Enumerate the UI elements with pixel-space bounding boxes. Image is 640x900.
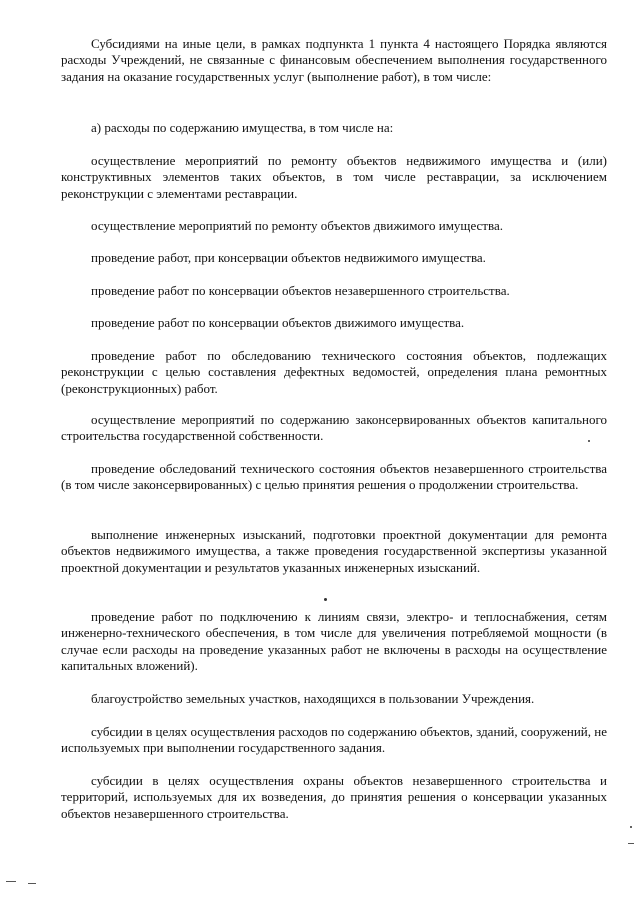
- paragraph-inspection-unfinished: проведение обследований технического состояния объектов незавершенного строительства (в том числе законсервированных) с целью принятия решения о продолжении строительства.: [61, 461, 607, 493]
- paragraph-conservation-real-estate: проведение работ, при консервации объектов недвижимого имущества.: [91, 250, 486, 265]
- paragraph-conservation-unfinished: проведение работ по консервации объектов незавершенного строительства.: [91, 283, 510, 298]
- paragraph-maintenance-conserved: осуществление мероприятий по содержанию законсервированных объектов капитального строительства государственной собственности.: [61, 412, 607, 444]
- paragraph-item-a: а) расходы по содержанию имущества, в том числе на:: [91, 120, 394, 135]
- scan-speck: [324, 598, 327, 601]
- paragraph-repair-real-estate: осуществление мероприятий по ремонту объектов недвижимого имущества и (или) конструктивных элементов таких объектов, в том числе реставрации, за исключением реконструкции с элементами реставрации.: [61, 153, 607, 201]
- paragraph-landscaping: благоустройство земельных участков, находящихся в пользовании Учреждения.: [91, 691, 535, 706]
- scan-mark: [6, 881, 16, 882]
- paragraph-utility-connection: проведение работ по подключению к линиям связи, электро- и теплоснабжения, сетям инженерно-технического обеспечения, в том числе для увеличения потребляемой мощности (в случае если расходы на проведение указанных работ не включены в расходы на осуществление капитальных вложений).: [61, 609, 607, 674]
- paragraph-subsidies-protection: субсидии в целях осуществления охраны объектов незавершенного строительства и территорий, используемых для их возведения, до принятия решения о консервации указанных объектов незавершенного строительства.: [61, 773, 607, 821]
- paragraph-engineering-surveys: выполнение инженерных изысканий, подготовки проектной документации для ремонта объектов недвижимого имущества, а также проведения государственной экспертизы указанной проектной документации и результатов указанных инженерных изысканий.: [61, 527, 607, 575]
- paragraph-intro: Субсидиями на иные цели, в рамках подпункта 1 пункта 4 настоящего Порядка являются расходы Учреждений, не связанные с финансовым обеспечением выполнения государственного задания на оказание государственных услуг (выполнение работ), в том числе:: [61, 36, 607, 84]
- scan-speck: [630, 826, 632, 828]
- paragraph-subsidies-maintenance: субсидии в целях осуществления расходов по содержанию объектов, зданий, сооружений, не используемых при выполнении государственного задания.: [61, 724, 607, 756]
- paragraph-inspection-reconstruction: проведение работ по обследованию технического состояния объектов, подлежащих реконструкции с целью составления дефектных ведомостей, определения плана ремонтных (реконструкционных) работ.: [61, 348, 607, 396]
- paragraph-conservation-movable: проведение работ по консервации объектов движимого имущества.: [91, 315, 465, 330]
- paragraph-repair-movable: осуществление мероприятий по ремонту объектов движимого имущества.: [91, 218, 503, 233]
- scan-mark: [628, 843, 634, 844]
- scan-mark: [28, 883, 36, 884]
- scan-speck: [588, 440, 590, 442]
